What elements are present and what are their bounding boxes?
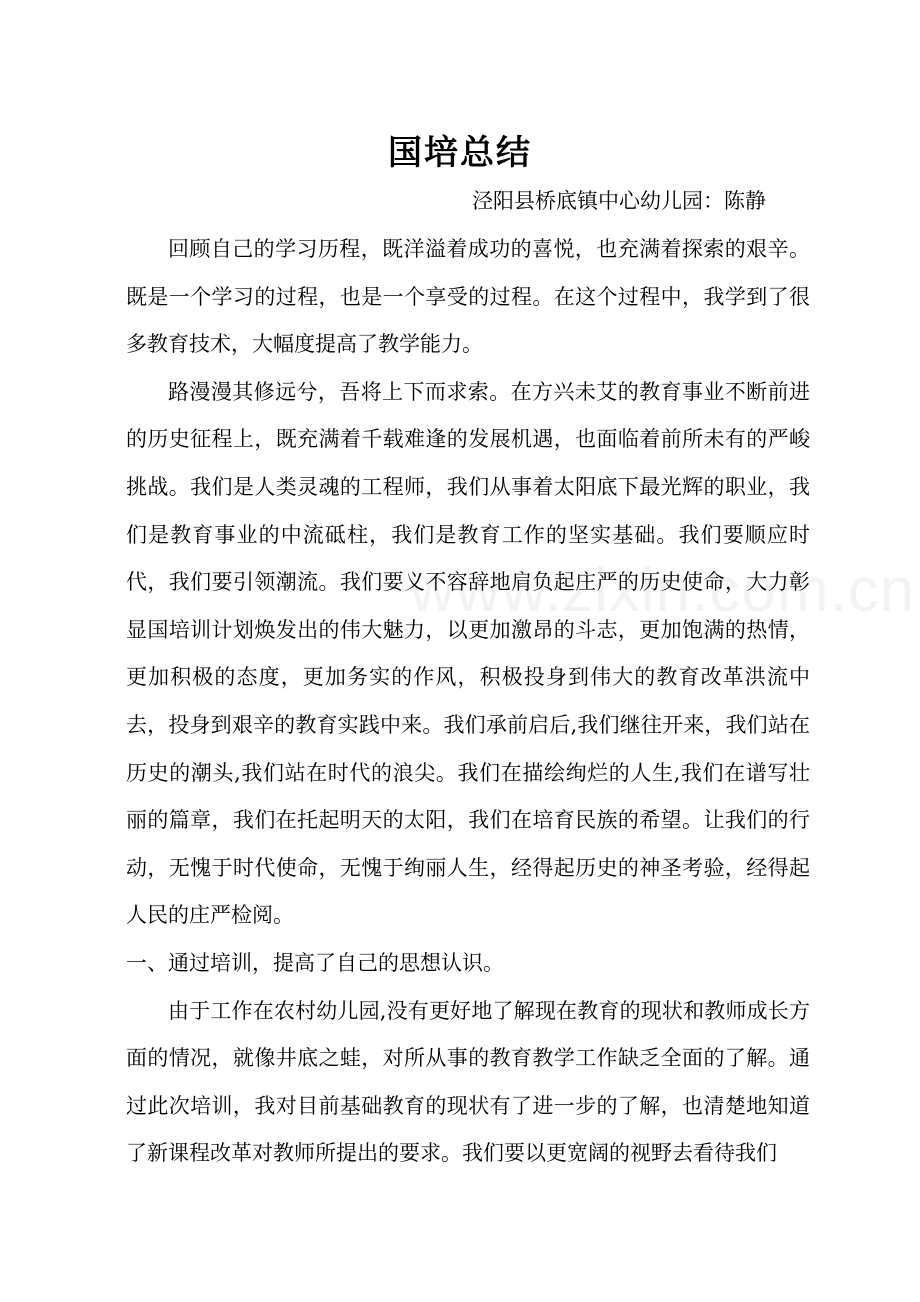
document-body (126, 226, 810, 1178)
paragraph-intro: 回顾自己的学习历程，既洋溢着成功的喜悦，也充满着探索的艰辛。既是一个学习的过程，也是一个享受的过程。在这个过程中，我学到了很多教育技术，大幅度提高了教学能力。 (126, 237, 810, 357)
section-heading: 一、通过培训，提高了自己的思想认识。 (126, 950, 504, 975)
author-line: 泾阳县桥底镇中心幼儿园：陈静 (472, 189, 766, 213)
document-title: 国培总结 (388, 133, 532, 173)
paragraph-section-1: 由于工作在农村幼儿园,没有更好地了解现在教育的现状和教师成长方面的情况，就像井底之蛙，对所从事的教育教学工作缺乏全面的了解。通过此次培训，我对目前基础教育的现状有了进一步的了解，也清楚地知道了新课程改革对教师所提出的要求。我们要以更宽阔的视野去看待我们 (126, 998, 810, 1166)
paragraph-mission: 路漫漫其修远兮，吾将上下而求索。在方兴未艾的教育事业不断前进的历史征程上，既充满着千载难逢的发展机遇，也面临着前所未有的严峻挑战。我们是人类灵魂的工程师，我们从事着太阳底下最光辉的职业，我们是教育事业的中流砥柱，我们是教育工作的坚实基础。我们要顺应时代，我们要引领潮流。我们要义不容辞地肩负起庄严的历史使命，大力彰显国培训计划焕发出的伟大魅力，以更加激昂的斗志，更加饱满的热情，更加积极的态度，更加务实的作风，积极投身到伟大的教育改革洪流中去，投身到艰辛的教育实践中来。我们承前启后,我们继往开来，我们站在历史的潮头,我们站在时代的浪尖。我们在描绘绚烂的人生,我们在谱写壮丽的篇章，我们在托起明天的太阳，我们在培育民族的希望。让我们的行动，无愧于时代使命，无愧于绚丽人生，经得起历史的神圣考验，经得起人民的庄严检阅。 (126, 379, 810, 928)
